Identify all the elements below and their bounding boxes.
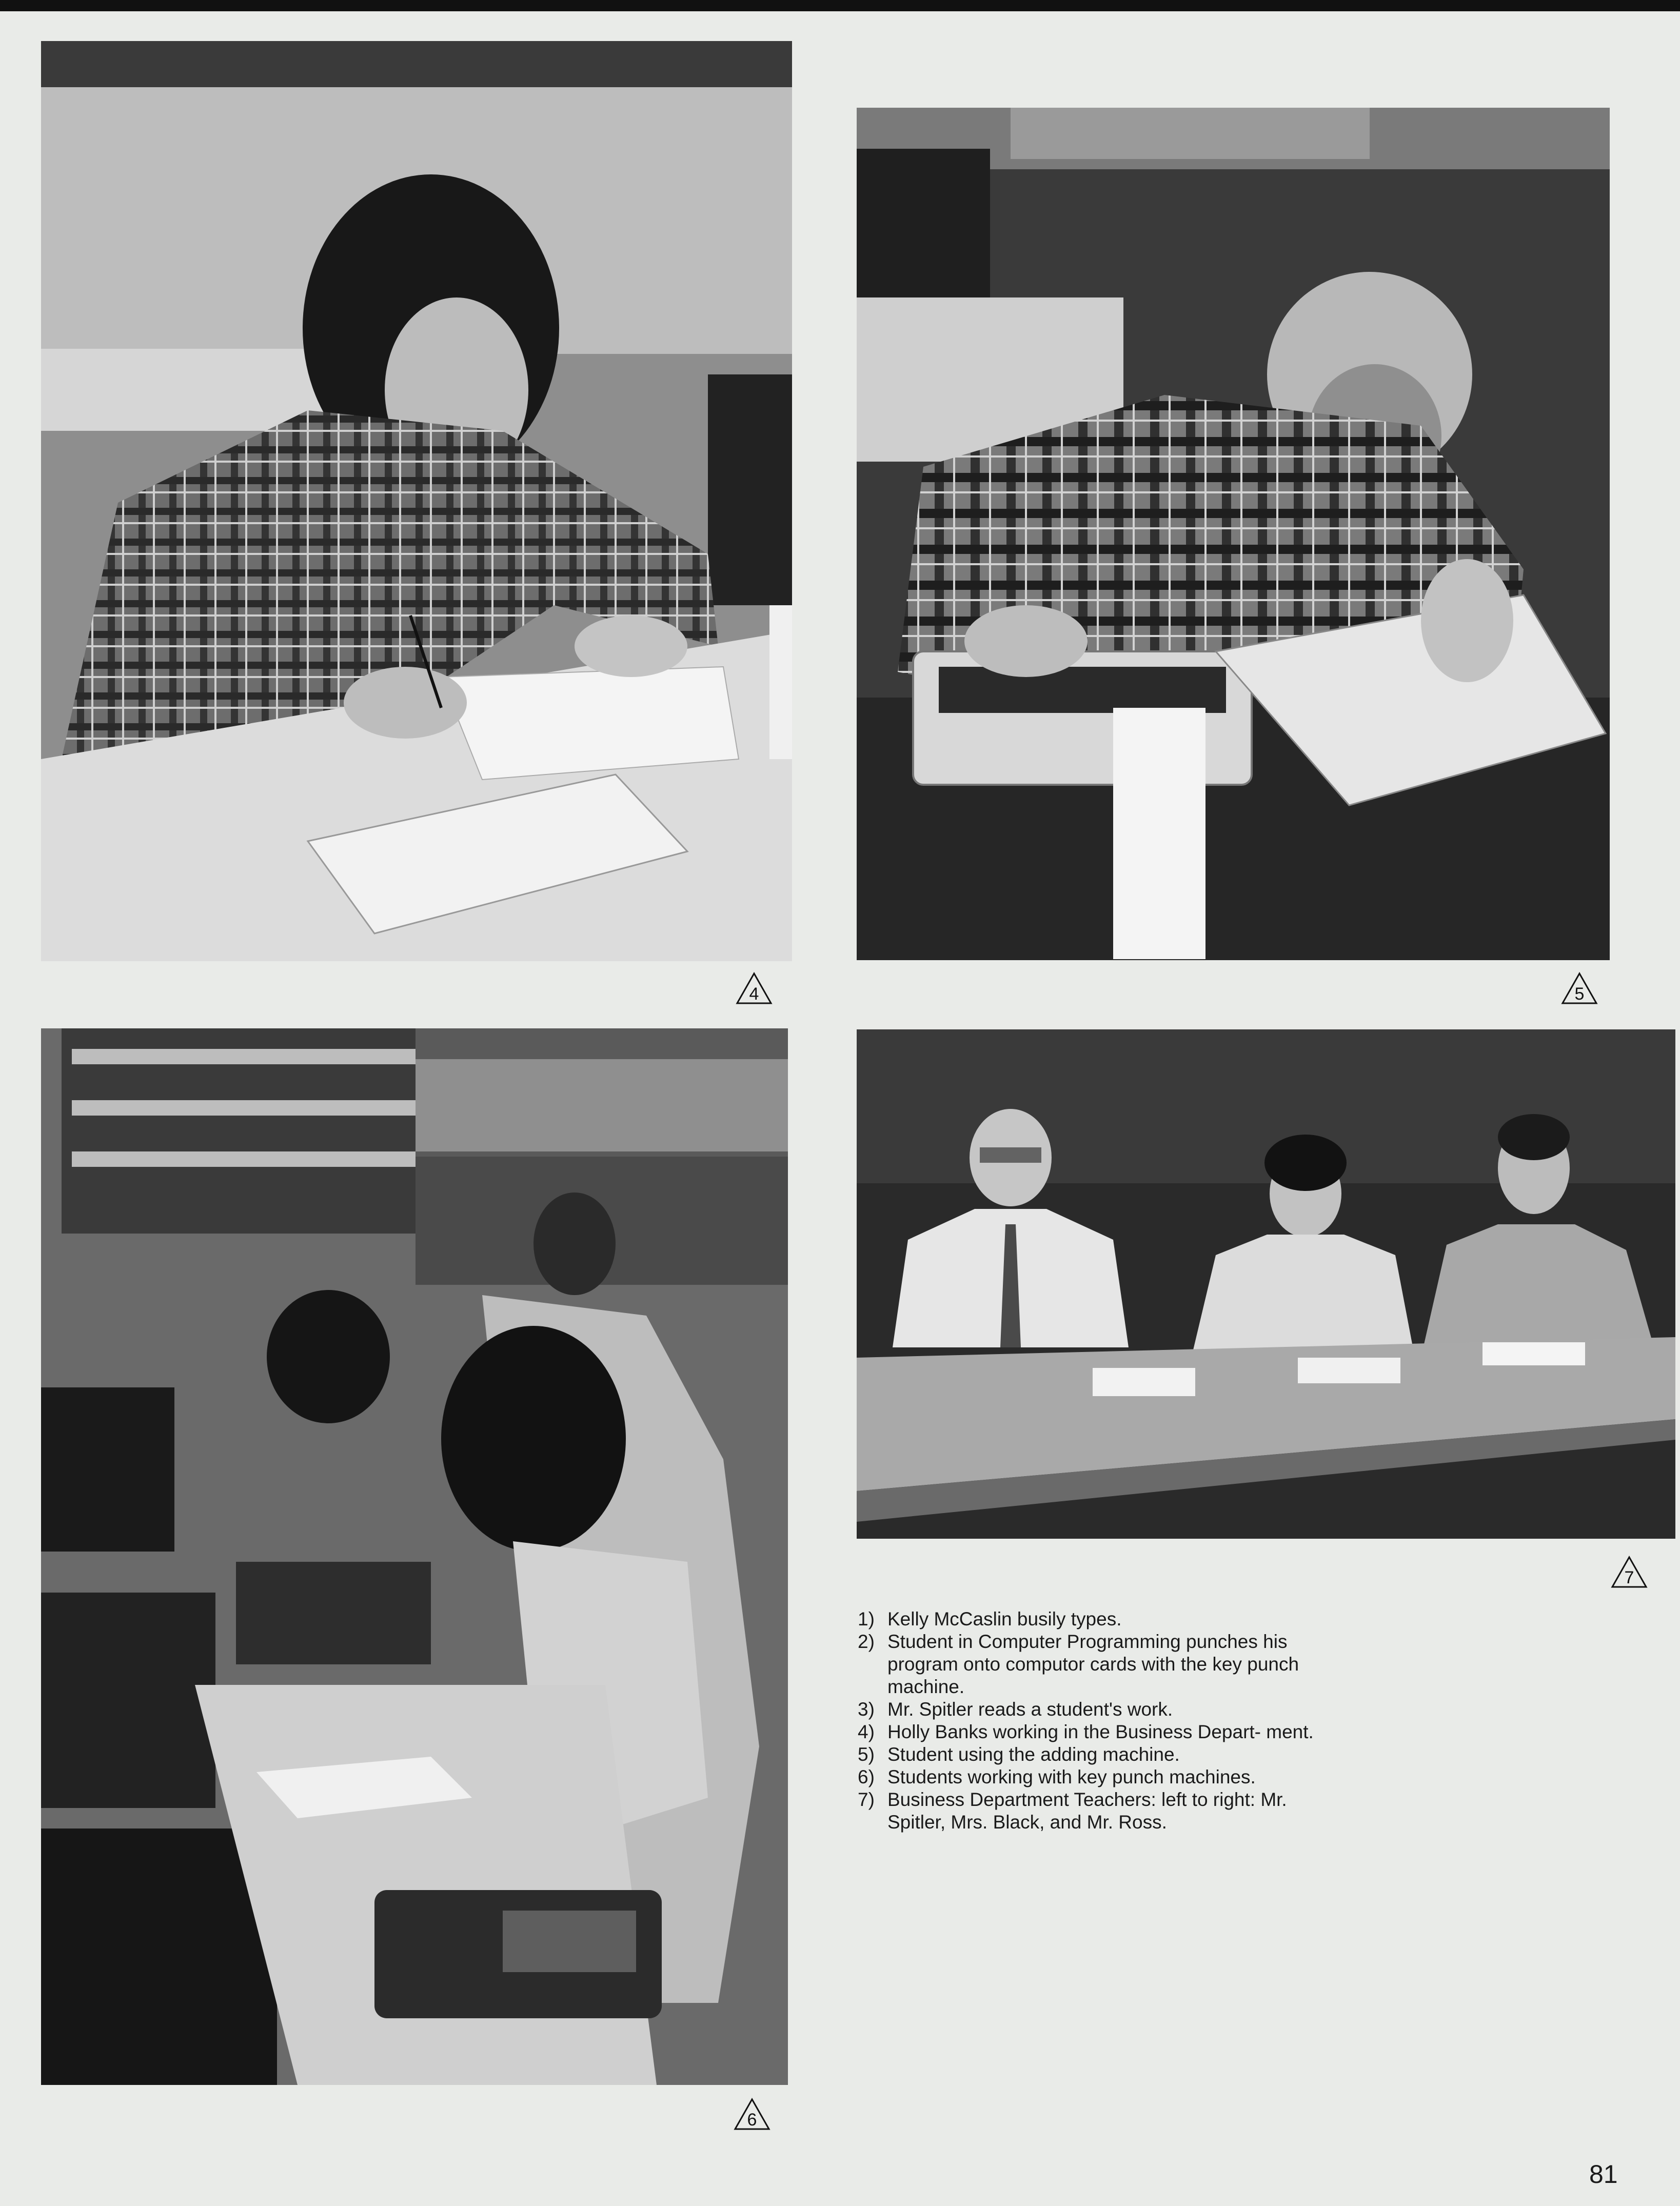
caption-number: 5)	[858, 1744, 875, 1765]
caption-item	[858, 1743, 1340, 1766]
photo-key-punch-machines	[41, 1028, 788, 2085]
caption-text: Business Department Teachers: left to right: Mr. Spitler, Mrs. Black, and Mr. Ross.	[887, 1789, 1287, 1833]
caption-number: 7)	[858, 1789, 875, 1810]
caption-number: 1)	[858, 1608, 875, 1629]
photo-number-marker-6	[734, 2098, 770, 2131]
marker-label: 6	[747, 2110, 757, 2130]
photo-student-writing	[41, 41, 792, 961]
photo-captions-list	[858, 1608, 1340, 1834]
marker-label: 7	[1624, 1568, 1634, 1587]
caption-number: 2)	[858, 1631, 875, 1652]
caption-item	[858, 1631, 1340, 1698]
photo-number-marker-5	[1561, 972, 1598, 1005]
caption-item	[858, 1608, 1340, 1631]
caption-item	[858, 1721, 1340, 1743]
caption-text: Students working with key punch machines.	[887, 1766, 1256, 1787]
caption-text: Holly Banks working in the Business Depart- ment.	[887, 1721, 1314, 1742]
caption-text: Student in Computer Programming punches his program onto computor cards with the key punch machine.	[887, 1631, 1299, 1697]
caption-text: Student using the adding machine.	[887, 1744, 1180, 1765]
photo-number-marker-7	[1611, 1556, 1648, 1588]
caption-number: 6)	[858, 1766, 875, 1787]
page-top-edge	[0, 0, 1680, 11]
marker-label: 5	[1574, 984, 1585, 1004]
caption-number: 4)	[858, 1721, 875, 1742]
photo-student-adding-machine	[857, 108, 1610, 960]
photo-business-teachers	[857, 1029, 1675, 1539]
caption-text: Mr. Spitler reads a student's work.	[887, 1699, 1173, 1720]
marker-label: 4	[749, 984, 759, 1004]
caption-text: Kelly McCaslin busily types.	[887, 1608, 1122, 1629]
caption-item	[858, 1698, 1340, 1721]
page-number: 81	[1589, 2160, 1618, 2189]
caption-item	[858, 1788, 1340, 1834]
photo-number-marker-4	[736, 972, 773, 1005]
caption-item	[858, 1766, 1340, 1788]
caption-number: 3)	[858, 1699, 875, 1720]
